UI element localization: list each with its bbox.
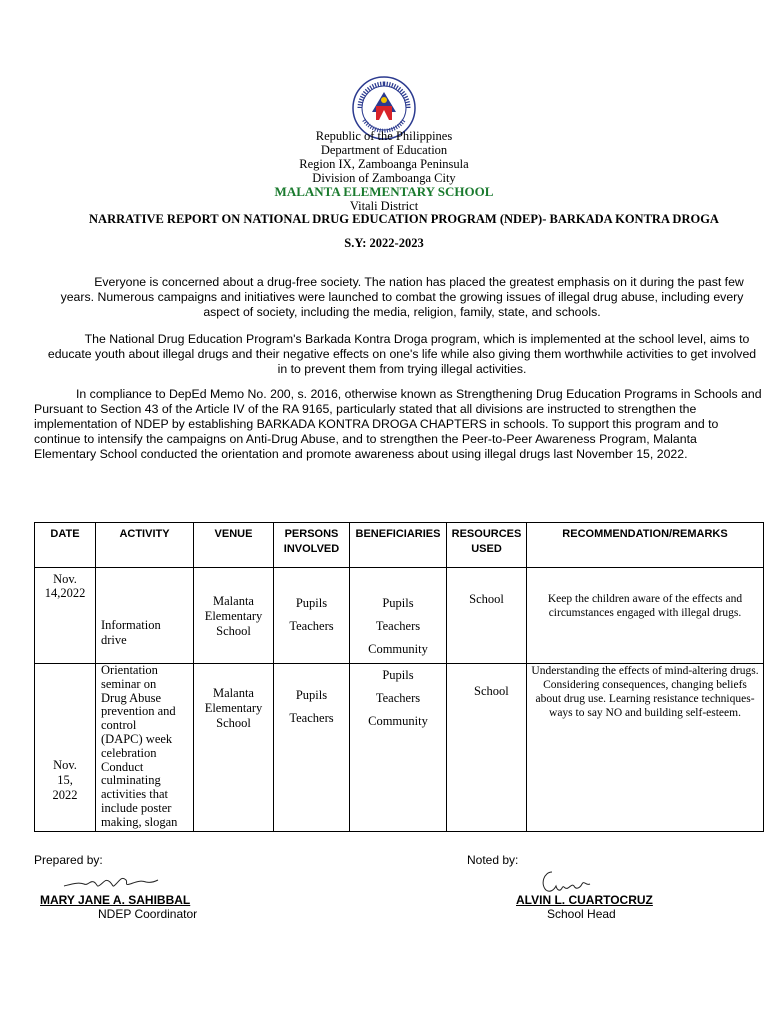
- cell-resources: School: [447, 664, 527, 832]
- prepared-by-signature: [62, 870, 162, 894]
- noted-by-label: Noted by:: [467, 853, 519, 867]
- cell-activity: Information drive: [96, 568, 194, 664]
- cell-remarks: Understanding the effects of mind-altering drugs. Considering consequences, changing beliefs about drug use. Learning resistance techniques-ways to say NO and building self-esteem.: [527, 664, 764, 832]
- prepared-by-role: NDEP Coordinator: [98, 907, 198, 921]
- paragraph-1: Everyone is concerned about a drug-free society. The nation has placed the greatest emphasis on it during the past few years. Numerous campaigns and initiatives were launched to combat the growing issues of illegal drug abuse, including every aspect of society, including the media, religion, family, state, and schools.: [60, 275, 744, 319]
- paragraph-2: The National Drug Education Program's Barkada Kontra Droga program, which is implemented at the school level, aims to educate youth about illegal drugs and their negative effects on one's life while also giving them worthwhile activities to get involved in to prevent them from trying illegal activities.: [47, 332, 757, 376]
- header-republic: Republic of the Philippines: [315, 129, 453, 143]
- col-header-resources-used: RESOURCES USED: [447, 523, 527, 568]
- table-header-row: [35, 523, 764, 568]
- header-region: Region IX, Zamboanga Peninsula: [299, 157, 469, 171]
- school-name: MALANTA ELEMENTARY SCHOOL: [274, 184, 494, 199]
- activity-report-table: [34, 522, 764, 832]
- cell-activity: Orientation seminar on Drug Abuse prevention and control (DAPC) week celebration Conduct culminating activities that include poster making, slogan: [96, 664, 194, 832]
- cell-persons: Pupils Teachers: [274, 664, 350, 832]
- table-row: [35, 568, 764, 664]
- district-name: Vitali District: [349, 199, 419, 213]
- cell-resources: School: [447, 568, 527, 664]
- col-header-persons-involved: PERSONS INVOLVED: [274, 523, 350, 568]
- cell-date: Nov. 15, 2022: [35, 664, 96, 832]
- cell-beneficiaries: Pupils Teachers Community: [350, 568, 447, 664]
- col-header-venue: VENUE: [194, 523, 274, 568]
- header-department: Department of Education: [320, 143, 448, 157]
- prepared-by-name: MARY JANE A. SAHIBBAL: [40, 893, 191, 907]
- cell-venue: Malanta Elementary School: [194, 568, 274, 664]
- noted-by-role: School Head: [547, 907, 616, 921]
- cell-remarks: Keep the children aware of the effects and circumstances engaged with illegal drugs.: [527, 568, 764, 664]
- table-row: [35, 664, 764, 832]
- col-header-activity: ACTIVITY: [96, 523, 194, 568]
- noted-by-signature: [538, 866, 598, 896]
- col-header-date: DATE: [35, 523, 96, 568]
- col-header-beneficiaries: BENEFICIARIES: [350, 523, 447, 568]
- paragraph-3: In compliance to DepEd Memo No. 200, s. 2016, otherwise known as Strengthening Drug Education Programs in Schools and Pursuant to Section 43 of the Article IV of the RA 9165, particularly stated that all divisions are instructed to strengthen the implementation of NDEP by establishing BARKADA KONTRA DROGA CHAPTERS in schools. To support this program and to continue to intensify the campaigns on Anti-Drug Abuse, and to strengthen the Peer-to-Peer Awareness Program, Malanta Elementary School conducted the orientation and promote awareness about using illegal drugs last November 15, 2022.: [34, 387, 762, 461]
- col-header-remarks: RECOMMENDATION/REMARKS: [527, 523, 764, 568]
- cell-persons: Pupils Teachers: [274, 568, 350, 664]
- prepared-by-label: Prepared by:: [34, 853, 103, 867]
- cell-venue: Malanta Elementary School: [194, 664, 274, 832]
- noted-by-name: ALVIN L. CUARTOCRUZ: [516, 893, 653, 907]
- report-title: NARRATIVE REPORT ON NATIONAL DRUG EDUCATION PROGRAM (NDEP)- BARKADA KONTRA DROGA: [89, 212, 719, 226]
- cell-beneficiaries: Pupils Teachers Community: [350, 664, 447, 832]
- cell-date: Nov. 14,2022: [35, 568, 96, 664]
- header-division: Division of Zamboanga City: [312, 171, 456, 185]
- school-year: S.Y: 2022-2023: [344, 236, 424, 250]
